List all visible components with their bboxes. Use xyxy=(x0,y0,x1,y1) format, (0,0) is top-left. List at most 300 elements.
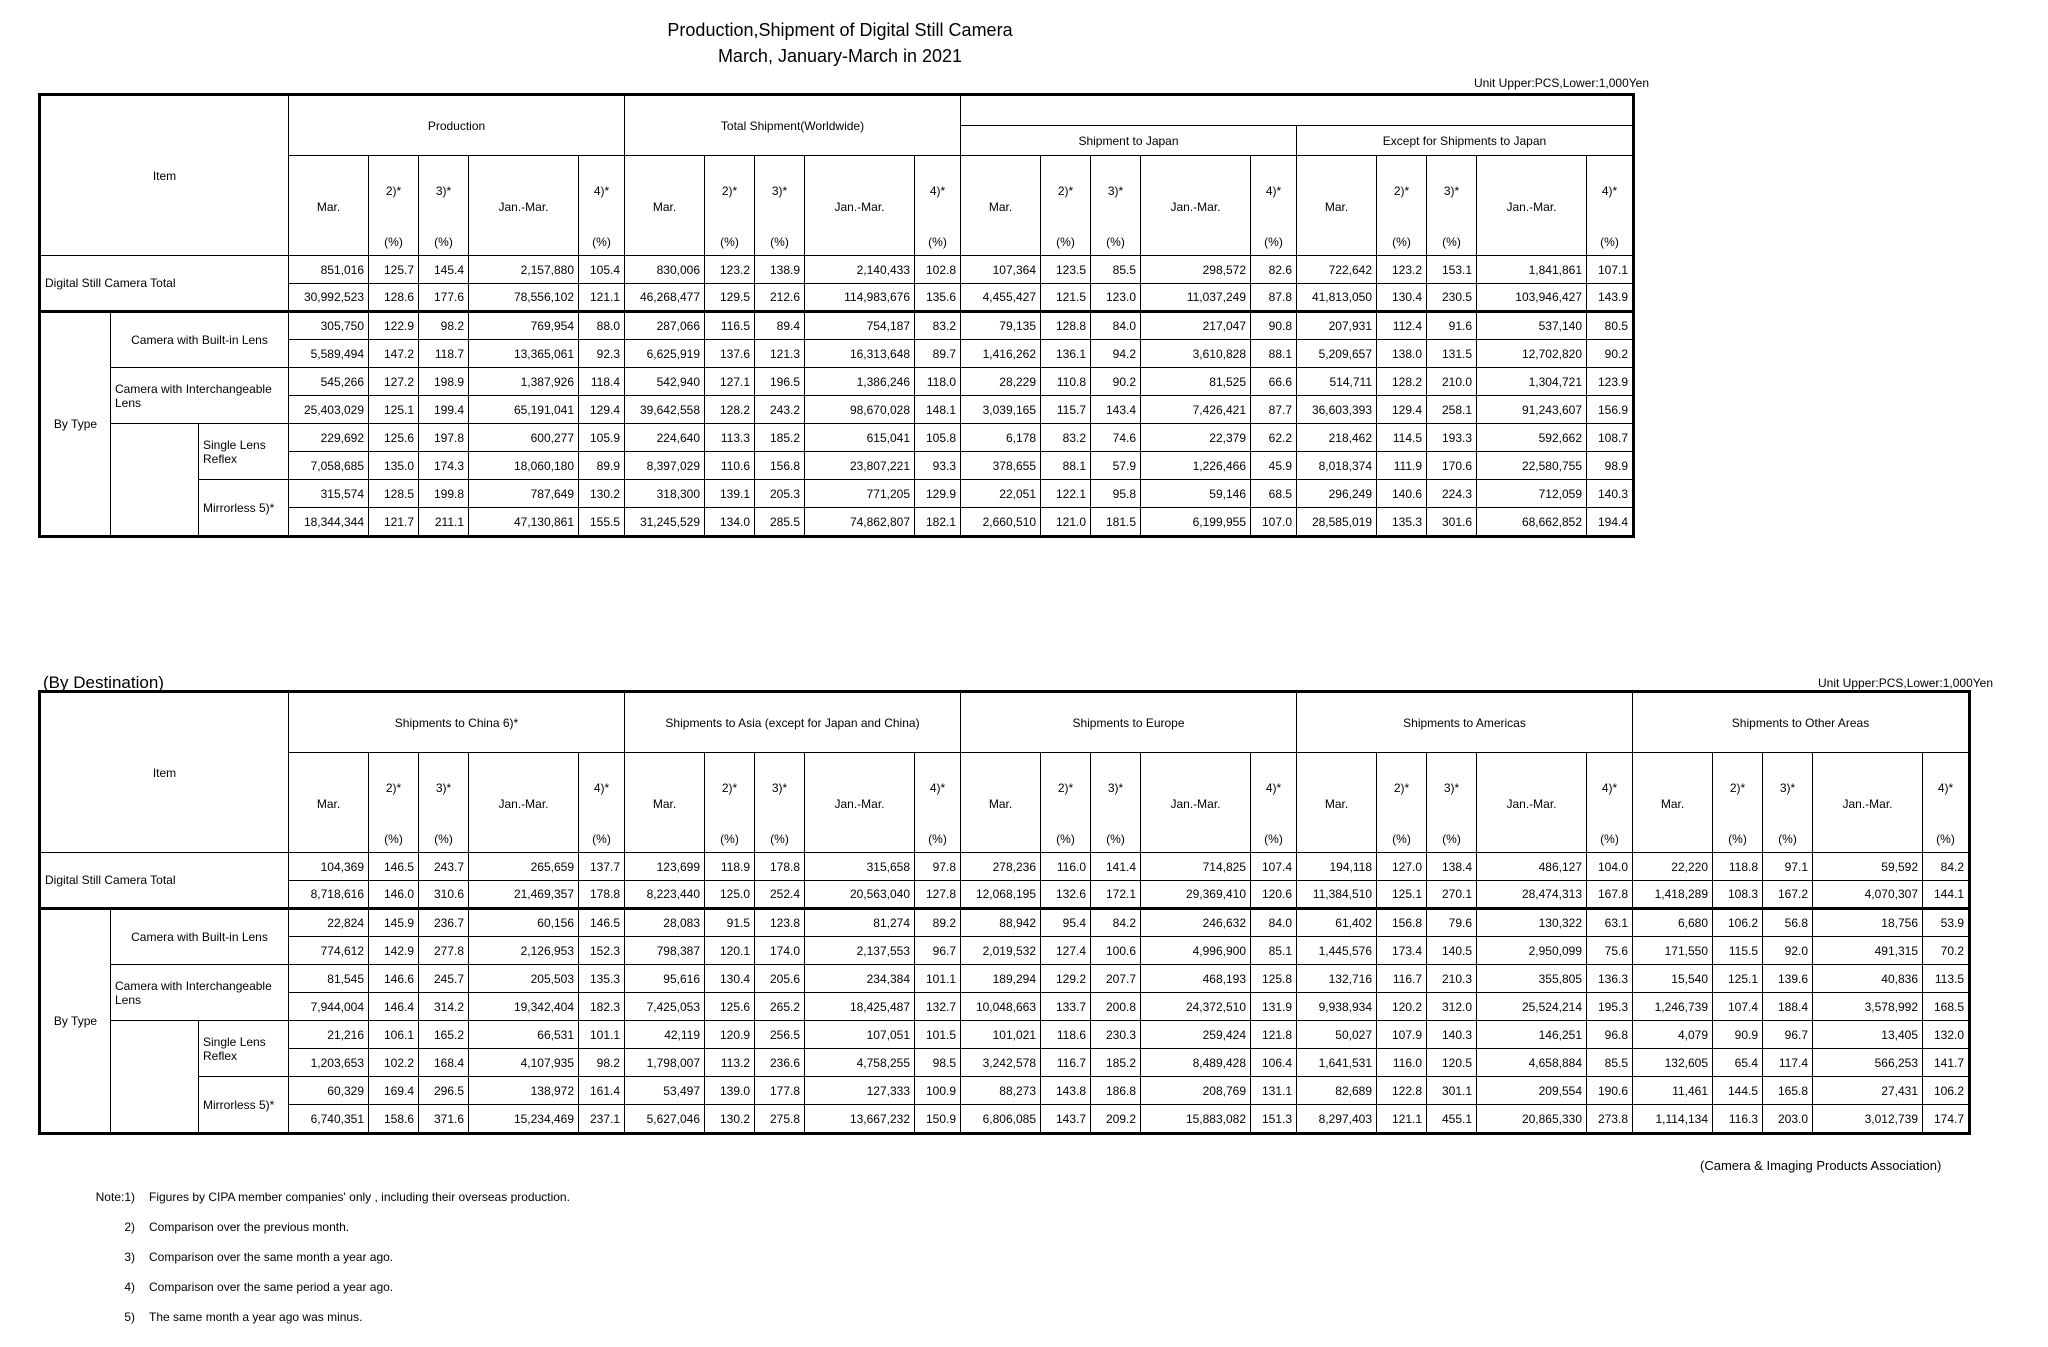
subcol-header-jm: Jan.-Mar. xyxy=(469,156,579,256)
data-cell: 199.8 xyxy=(419,480,469,508)
subcol-header-c4: 4)* (%) xyxy=(915,753,961,853)
data-cell: 148.1 xyxy=(915,396,961,424)
data-cell: 145.9 xyxy=(369,909,419,937)
data-cell: 277.8 xyxy=(419,937,469,965)
data-cell: 96.8 xyxy=(1587,1021,1633,1049)
data-cell: 161.4 xyxy=(579,1077,625,1105)
data-cell: 91.5 xyxy=(705,909,755,937)
data-cell: 1,418,289 xyxy=(1633,881,1713,909)
data-cell: 140.3 xyxy=(1427,1021,1477,1049)
data-cell: 89.2 xyxy=(915,909,961,937)
data-cell: 211.1 xyxy=(419,508,469,536)
row-label: Mirrorless 5)* xyxy=(199,480,289,536)
subcol-header-c3: 3)* (%) xyxy=(1763,753,1813,853)
subcol-header-mar: Mar. xyxy=(289,156,369,256)
data-cell: 116.7 xyxy=(1377,965,1427,993)
data-cell: 89.7 xyxy=(915,340,961,368)
data-cell: 200.8 xyxy=(1091,993,1141,1021)
data-cell: 107,364 xyxy=(961,256,1041,284)
data-cell: 537,140 xyxy=(1477,312,1587,340)
data-cell: 312.0 xyxy=(1427,993,1477,1021)
data-cell: 4,758,255 xyxy=(805,1049,915,1077)
data-cell: 103,946,427 xyxy=(1477,284,1587,312)
data-cell: 134.0 xyxy=(705,508,755,536)
data-cell: 98.2 xyxy=(579,1049,625,1077)
data-cell: 100.6 xyxy=(1091,937,1141,965)
data-cell: 150.9 xyxy=(915,1105,961,1133)
data-cell: 87.7 xyxy=(1251,396,1297,424)
data-cell: 97.1 xyxy=(1763,853,1813,881)
data-cell: 122.9 xyxy=(369,312,419,340)
data-cell: 208,769 xyxy=(1141,1077,1251,1105)
data-cell: 90.8 xyxy=(1251,312,1297,340)
data-cell: 123.2 xyxy=(705,256,755,284)
data-cell: 132,716 xyxy=(1297,965,1377,993)
note-number: 3) xyxy=(124,1250,135,1264)
production-shipment-table xyxy=(40,95,1633,536)
data-cell: 315,574 xyxy=(289,480,369,508)
data-cell: 13,365,061 xyxy=(469,340,579,368)
subcol-header-c4: 4)* (%) xyxy=(1587,753,1633,853)
table-row xyxy=(41,368,1633,396)
data-cell: 146.4 xyxy=(369,993,419,1021)
data-cell: 4,107,935 xyxy=(469,1049,579,1077)
data-cell: 1,841,861 xyxy=(1477,256,1587,284)
data-cell: 132.7 xyxy=(915,993,961,1021)
data-cell: 129.5 xyxy=(705,284,755,312)
report-title: Production,Shipment of Digital Still Camera xyxy=(667,20,1013,40)
data-cell: 85.5 xyxy=(1587,1049,1633,1077)
data-cell: 139.0 xyxy=(705,1077,755,1105)
data-cell: 116.0 xyxy=(1377,1049,1427,1077)
table-row xyxy=(41,424,1633,452)
data-cell: 143.7 xyxy=(1041,1105,1091,1133)
data-cell: 113.2 xyxy=(705,1049,755,1077)
data-cell: 197.8 xyxy=(419,424,469,452)
data-cell: 11,384,510 xyxy=(1297,881,1377,909)
subcol-header-jm: Jan.-Mar. xyxy=(805,156,915,256)
data-cell: 378,655 xyxy=(961,452,1041,480)
data-cell: 101.5 xyxy=(915,1021,961,1049)
data-cell: 16,313,648 xyxy=(805,340,915,368)
data-cell: 167.8 xyxy=(1587,881,1633,909)
data-cell: 31,245,529 xyxy=(625,508,705,536)
data-cell: 224,640 xyxy=(625,424,705,452)
subcol-header-jm: Jan.-Mar. xyxy=(805,753,915,853)
data-cell: 115.5 xyxy=(1713,937,1763,965)
data-cell: 13,667,232 xyxy=(805,1105,915,1133)
data-cell: 146.5 xyxy=(579,909,625,937)
data-cell: 1,416,262 xyxy=(961,340,1041,368)
data-cell: 8,397,029 xyxy=(625,452,705,480)
data-cell: 130,322 xyxy=(1477,909,1587,937)
data-cell: 90.2 xyxy=(1587,340,1633,368)
data-cell: 95,616 xyxy=(625,965,705,993)
data-cell: 156.8 xyxy=(755,452,805,480)
data-cell: 130.2 xyxy=(705,1105,755,1133)
subcol-header-jm: Jan.-Mar. xyxy=(1141,753,1251,853)
data-cell: 114,983,676 xyxy=(805,284,915,312)
data-cell: 296.5 xyxy=(419,1077,469,1105)
data-cell: 87.8 xyxy=(1251,284,1297,312)
data-cell: 217,047 xyxy=(1141,312,1251,340)
data-cell: 185.2 xyxy=(1091,1049,1141,1077)
data-cell: 132,605 xyxy=(1633,1049,1713,1077)
data-cell: 3,610,828 xyxy=(1141,340,1251,368)
data-cell: 243.2 xyxy=(755,396,805,424)
data-cell: 98.9 xyxy=(1587,452,1633,480)
data-cell: 21,469,357 xyxy=(469,881,579,909)
data-cell: 156.8 xyxy=(1377,909,1427,937)
data-cell: 42,119 xyxy=(625,1021,705,1049)
note-text: Figures by CIPA member companies' only , including their overseas production. xyxy=(149,1190,570,1204)
data-cell: 128.6 xyxy=(369,284,419,312)
subcol-header-c3: 3)* (%) xyxy=(419,753,469,853)
data-cell: 39,642,558 xyxy=(625,396,705,424)
data-cell: 28,083 xyxy=(625,909,705,937)
data-cell: 205.3 xyxy=(755,480,805,508)
data-cell: 174.0 xyxy=(755,937,805,965)
data-cell: 127,333 xyxy=(805,1077,915,1105)
data-cell: 8,223,440 xyxy=(625,881,705,909)
subcol-header-c3: 3)* (%) xyxy=(1427,753,1477,853)
data-cell: 106.1 xyxy=(369,1021,419,1049)
note-number: 4) xyxy=(124,1280,135,1294)
data-cell: 84.0 xyxy=(1091,312,1141,340)
data-cell: 138,972 xyxy=(469,1077,579,1105)
data-cell: 122.8 xyxy=(1377,1077,1427,1105)
data-cell: 62.2 xyxy=(1251,424,1297,452)
data-cell: 117.4 xyxy=(1763,1049,1813,1077)
row-label: Single Lens Reflex xyxy=(199,1021,289,1077)
data-cell: 4,455,427 xyxy=(961,284,1041,312)
group-header: Shipments to Other Areas xyxy=(1633,693,1969,753)
data-cell: 106.4 xyxy=(1251,1049,1297,1077)
data-cell: 125.1 xyxy=(369,396,419,424)
data-cell: 170.6 xyxy=(1427,452,1477,480)
data-cell: 787,649 xyxy=(469,480,579,508)
data-cell: 53.9 xyxy=(1923,909,1969,937)
subcol-header-jm: Jan.-Mar. xyxy=(469,753,579,853)
data-cell: 18,060,180 xyxy=(469,452,579,480)
data-cell: 108.7 xyxy=(1587,424,1633,452)
group-header: Shipment to Japan xyxy=(961,126,1297,156)
data-cell: 28,229 xyxy=(961,368,1041,396)
data-cell: 121.7 xyxy=(369,508,419,536)
data-cell: 207,931 xyxy=(1297,312,1377,340)
data-cell: 146.6 xyxy=(369,965,419,993)
subcol-header-jm: Jan.-Mar. xyxy=(1813,753,1923,853)
subcol-header-c2: 2)* (%) xyxy=(369,156,419,256)
data-cell: 147.2 xyxy=(369,340,419,368)
data-cell: 285.5 xyxy=(755,508,805,536)
data-cell: 66,531 xyxy=(469,1021,579,1049)
data-cell: 105.4 xyxy=(579,256,625,284)
data-cell: 105.9 xyxy=(579,424,625,452)
item-header: Item xyxy=(41,96,289,256)
data-cell: 830,006 xyxy=(625,256,705,284)
data-cell: 178.8 xyxy=(755,853,805,881)
data-cell: 88,273 xyxy=(961,1077,1041,1105)
data-cell: 140.5 xyxy=(1427,937,1477,965)
data-cell: 66.6 xyxy=(1251,368,1297,396)
row-label: Digital Still Camera Total xyxy=(41,256,289,312)
data-cell: 59,592 xyxy=(1813,853,1923,881)
data-cell: 127.4 xyxy=(1041,937,1091,965)
data-cell: 110.6 xyxy=(705,452,755,480)
data-cell: 130.2 xyxy=(579,480,625,508)
data-cell: 1,304,721 xyxy=(1477,368,1587,396)
data-cell: 315,658 xyxy=(805,853,915,881)
data-cell: 146.0 xyxy=(369,881,419,909)
data-cell: 105.8 xyxy=(915,424,961,452)
data-cell: 24,372,510 xyxy=(1141,993,1251,1021)
subcol-header-c2: 2)* (%) xyxy=(369,753,419,853)
data-cell: 114.5 xyxy=(1377,424,1427,452)
data-cell: 8,718,616 xyxy=(289,881,369,909)
data-cell: 18,344,344 xyxy=(289,508,369,536)
data-cell: 89.4 xyxy=(755,312,805,340)
subcol-header-c2: 2)* (%) xyxy=(705,156,755,256)
data-cell: 186.8 xyxy=(1091,1077,1141,1105)
data-cell: 21,216 xyxy=(289,1021,369,1049)
data-cell: 120.5 xyxy=(1427,1049,1477,1077)
data-cell: 143.9 xyxy=(1587,284,1633,312)
table-row xyxy=(41,480,1633,508)
data-cell: 243.7 xyxy=(419,853,469,881)
data-cell: 120.2 xyxy=(1377,993,1427,1021)
data-cell: 146.5 xyxy=(369,853,419,881)
data-cell: 131.9 xyxy=(1251,993,1297,1021)
data-cell: 116.0 xyxy=(1041,853,1091,881)
data-cell: 774,612 xyxy=(289,937,369,965)
data-cell: 57.9 xyxy=(1091,452,1141,480)
data-cell: 131.5 xyxy=(1427,340,1477,368)
data-cell: 491,315 xyxy=(1813,937,1923,965)
data-cell: 106.2 xyxy=(1923,1077,1969,1105)
data-cell: 301.1 xyxy=(1427,1077,1477,1105)
data-cell: 125.8 xyxy=(1251,965,1297,993)
data-cell: 130.4 xyxy=(705,965,755,993)
data-cell: 20,563,040 xyxy=(805,881,915,909)
data-cell: 722,642 xyxy=(1297,256,1377,284)
note-text: Comparison over the same period a year ago. xyxy=(149,1280,394,1294)
group-header: Shipments to Europe xyxy=(961,693,1297,753)
data-cell: 91.6 xyxy=(1427,312,1477,340)
table-row xyxy=(41,853,1969,881)
data-cell: 111.9 xyxy=(1377,452,1427,480)
data-cell: 6,199,955 xyxy=(1141,508,1251,536)
data-cell: 80.5 xyxy=(1587,312,1633,340)
data-cell: 129.4 xyxy=(1377,396,1427,424)
data-cell: 85.1 xyxy=(1251,937,1297,965)
data-cell: 287,066 xyxy=(625,312,705,340)
data-cell: 714,825 xyxy=(1141,853,1251,881)
data-cell: 129.2 xyxy=(1041,965,1091,993)
data-cell: 138.4 xyxy=(1427,853,1477,881)
subcol-header-c4: 4)* (%) xyxy=(579,156,625,256)
unit-label-bottom: Unit Upper:PCS,Lower:1,000Yen xyxy=(1818,676,1993,690)
data-cell: 6,806,085 xyxy=(961,1105,1041,1133)
data-cell: 298,572 xyxy=(1141,256,1251,284)
row-label: Camera with Interchangeable Lens xyxy=(111,965,289,1021)
data-cell: 92.3 xyxy=(579,340,625,368)
data-cell: 98.2 xyxy=(419,312,469,340)
data-cell: 1,386,246 xyxy=(805,368,915,396)
data-cell: 1,798,007 xyxy=(625,1049,705,1077)
subcol-header-c3: 3)* (%) xyxy=(1091,753,1141,853)
data-cell: 118.8 xyxy=(1713,853,1763,881)
subcol-header-c4: 4)* (%) xyxy=(915,156,961,256)
data-cell: 798,387 xyxy=(625,937,705,965)
data-cell: 47,130,861 xyxy=(469,508,579,536)
table-row xyxy=(41,1021,1969,1049)
data-cell: 265.2 xyxy=(755,993,805,1021)
subcol-header-c2: 2)* (%) xyxy=(1041,753,1091,853)
group-header: Shipments to Asia (except for Japan and China) xyxy=(625,693,961,753)
data-cell: 2,019,532 xyxy=(961,937,1041,965)
data-cell: 98.5 xyxy=(915,1049,961,1077)
data-cell: 25,403,029 xyxy=(289,396,369,424)
data-cell: 70.2 xyxy=(1923,937,1969,965)
subcol-header-c2: 2)* (%) xyxy=(1377,156,1427,256)
data-cell: 83.2 xyxy=(1041,424,1091,452)
data-cell: 123.5 xyxy=(1041,256,1091,284)
data-cell: 116.7 xyxy=(1041,1049,1091,1077)
data-cell: 118.7 xyxy=(419,340,469,368)
data-cell: 107.9 xyxy=(1377,1021,1427,1049)
data-cell: 7,425,053 xyxy=(625,993,705,1021)
data-cell: 205.6 xyxy=(755,965,805,993)
data-cell: 194,118 xyxy=(1297,853,1377,881)
data-cell: 265,659 xyxy=(469,853,579,881)
subcol-header-c4: 4)* (%) xyxy=(1251,156,1297,256)
data-cell: 169.4 xyxy=(369,1077,419,1105)
data-cell: 135.6 xyxy=(915,284,961,312)
data-cell: 174.3 xyxy=(419,452,469,480)
data-cell: 141.4 xyxy=(1091,853,1141,881)
data-cell: 195.3 xyxy=(1587,993,1633,1021)
data-cell: 153.1 xyxy=(1427,256,1477,284)
data-cell: 188.4 xyxy=(1763,993,1813,1021)
data-cell: 145.4 xyxy=(419,256,469,284)
data-cell: 4,070,307 xyxy=(1813,881,1923,909)
data-cell: 130.4 xyxy=(1377,284,1427,312)
data-cell: 95.4 xyxy=(1041,909,1091,937)
data-cell: 22,824 xyxy=(289,909,369,937)
subcol-header-mar: Mar. xyxy=(1633,753,1713,853)
data-cell: 84.0 xyxy=(1251,909,1297,937)
data-cell: 56.8 xyxy=(1763,909,1813,937)
data-cell: 137.7 xyxy=(579,853,625,881)
data-cell: 4,996,900 xyxy=(1141,937,1251,965)
data-cell: 107.1 xyxy=(1587,256,1633,284)
data-cell: 93.3 xyxy=(915,452,961,480)
data-cell: 116.3 xyxy=(1713,1105,1763,1133)
data-cell: 118.0 xyxy=(915,368,961,396)
group-header: Total Shipment(Worldwide) xyxy=(625,96,961,156)
data-cell: 230.3 xyxy=(1091,1021,1141,1049)
data-cell: 139.1 xyxy=(705,480,755,508)
data-cell: 11,037,249 xyxy=(1141,284,1251,312)
data-cell: 79.6 xyxy=(1427,909,1477,937)
data-cell: 61,402 xyxy=(1297,909,1377,937)
data-cell: 120.9 xyxy=(705,1021,755,1049)
note-text: Comparison over the same month a year ago. xyxy=(149,1250,394,1264)
table-row xyxy=(41,909,1969,937)
subcol-header-jm: Jan.-Mar. xyxy=(1477,753,1587,853)
subcol-header-c2: 2)* (%) xyxy=(1041,156,1091,256)
data-cell: 28,585,019 xyxy=(1297,508,1377,536)
data-cell: 198.9 xyxy=(419,368,469,396)
group-header: Except for Shipments to Japan xyxy=(1297,126,1633,156)
row-label: Digital Still Camera Total xyxy=(41,853,289,909)
data-cell: 234,384 xyxy=(805,965,915,993)
data-cell: 63.1 xyxy=(1587,909,1633,937)
subcol-header-mar: Mar. xyxy=(961,156,1041,256)
table-row xyxy=(41,1105,1969,1133)
data-cell: 2,140,433 xyxy=(805,256,915,284)
data-cell: 91,243,607 xyxy=(1477,396,1587,424)
data-cell: 209.2 xyxy=(1091,1105,1141,1133)
data-cell: 115.7 xyxy=(1041,396,1091,424)
data-cell: 101.1 xyxy=(915,965,961,993)
destination-shipment-table xyxy=(40,692,1969,1133)
data-cell: 142.9 xyxy=(369,937,419,965)
data-cell: 29,369,410 xyxy=(1141,881,1251,909)
data-cell: 172.1 xyxy=(1091,881,1141,909)
data-cell: 1,445,576 xyxy=(1297,937,1377,965)
data-cell: 82.6 xyxy=(1251,256,1297,284)
data-cell: 371.6 xyxy=(419,1105,469,1133)
notes-section xyxy=(75,1190,570,1340)
data-cell: 129.9 xyxy=(915,480,961,508)
data-cell: 3,012,739 xyxy=(1813,1105,1923,1133)
data-cell: 2,157,880 xyxy=(469,256,579,284)
data-cell: 194.4 xyxy=(1587,508,1633,536)
data-cell: 110.8 xyxy=(1041,368,1091,396)
data-cell: 30,992,523 xyxy=(289,284,369,312)
data-cell: 53,497 xyxy=(625,1077,705,1105)
data-cell: 18,756 xyxy=(1813,909,1923,937)
data-cell: 129.4 xyxy=(579,396,625,424)
data-cell: 141.7 xyxy=(1923,1049,1969,1077)
data-cell: 40,836 xyxy=(1813,965,1923,993)
data-cell: 18,425,487 xyxy=(805,993,915,1021)
data-cell: 128.5 xyxy=(369,480,419,508)
data-cell: 592,662 xyxy=(1477,424,1587,452)
table-row xyxy=(41,1077,1969,1105)
data-cell: 771,205 xyxy=(805,480,915,508)
data-cell: 4,079 xyxy=(1633,1021,1713,1049)
data-cell: 173.4 xyxy=(1377,937,1427,965)
data-cell: 6,680 xyxy=(1633,909,1713,937)
note-item xyxy=(75,1220,570,1250)
data-cell: 6,740,351 xyxy=(289,1105,369,1133)
data-cell: 256.5 xyxy=(755,1021,805,1049)
data-cell: 514,711 xyxy=(1297,368,1377,396)
data-cell: 6,625,919 xyxy=(625,340,705,368)
data-cell: 75.6 xyxy=(1587,937,1633,965)
data-cell: 121.5 xyxy=(1041,284,1091,312)
table-row xyxy=(41,937,1969,965)
data-cell: 185.2 xyxy=(755,424,805,452)
data-cell: 125.1 xyxy=(1713,965,1763,993)
data-cell: 121.0 xyxy=(1041,508,1091,536)
data-cell: 205,503 xyxy=(469,965,579,993)
data-cell: 566,253 xyxy=(1813,1049,1923,1077)
data-cell: 68,662,852 xyxy=(1477,508,1587,536)
